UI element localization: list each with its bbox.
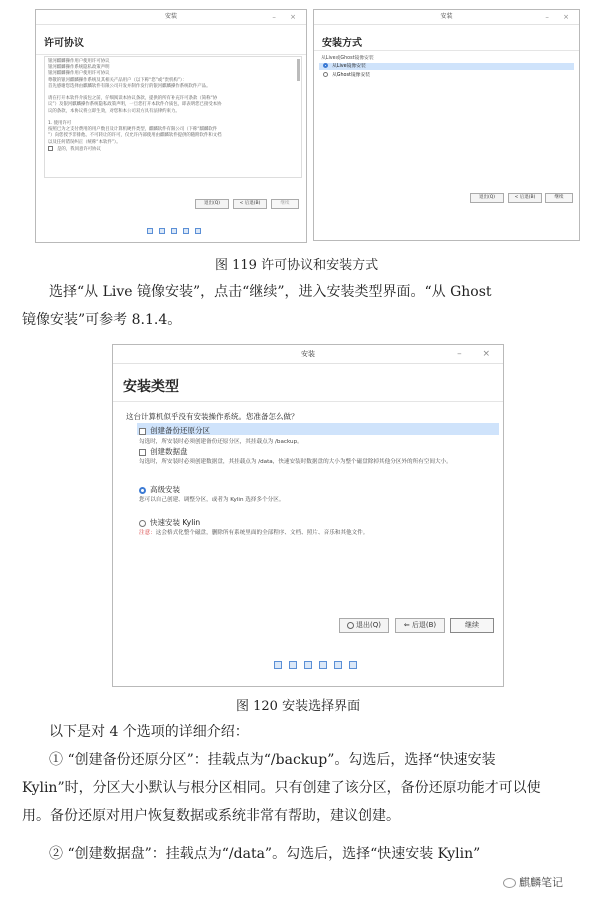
page-dot (289, 661, 297, 669)
option-ghost[interactable] (323, 72, 370, 79)
paragraph-line: 选择“从 Live 镜像安装”，点击“继续”，进入安装类型界面。“从 Ghost (49, 284, 492, 300)
license-line: 尊敬的银河麒麟操作系统及其相关产品用户（以下称“您”或“贵机构”）： (48, 77, 187, 83)
license-line: 按照已为之支付费用的用户数目及计算机硬件类型，麒麟软件有限公司（下称“麒麟软件 (48, 127, 218, 133)
paragraph-line: ② “创建数据盘”：挂载点为“/data”。勾选后，选择“快速安装 Kylin” (49, 846, 481, 862)
method-window-titlebar (314, 10, 579, 25)
license-line: 银河麒麟操作用户使用许可协议 (48, 71, 110, 77)
license-window-titlebar (36, 10, 306, 25)
radio-ghost[interactable] (323, 72, 328, 77)
data-checkbox[interactable] (139, 449, 146, 456)
option-advanced-label: 高级安装 (150, 485, 180, 494)
paragraph-line: 以下是对 4 个选项的详细介绍： (49, 724, 249, 740)
divider (314, 50, 579, 51)
quick-radio[interactable] (139, 520, 146, 527)
license-line: 银河麒麟操作系统隐私政策声明 (48, 65, 110, 71)
back-button[interactable]: < 后退(B) (508, 193, 542, 203)
divider (36, 54, 306, 55)
page-dot (183, 228, 189, 234)
page-dot (304, 661, 312, 669)
agree-checkbox-row[interactable] (48, 146, 298, 153)
option-live-label: 从Live镜像安装 (332, 64, 366, 69)
radio-live[interactable] (323, 63, 328, 68)
license-heading: 许可协议 (44, 38, 84, 49)
license-line: 请在打开本软件介质包之前，仔细阅读本协议条款，提供的所有补充许可条款（简称“协 (48, 96, 218, 102)
page-dot (159, 228, 165, 234)
license-line: 1. 使用许可 (48, 121, 72, 127)
method-window-title: 安装 (440, 13, 453, 20)
next-button[interactable]: 继续 (450, 618, 494, 633)
license-text-area[interactable] (44, 56, 302, 178)
figure-caption-120: 图 120 安装选择界面 (236, 699, 361, 714)
exit-icon (347, 622, 354, 629)
divider (113, 401, 503, 402)
exit-button[interactable]: 退出(Q) (470, 193, 504, 203)
next-button[interactable]: 继续 (271, 199, 299, 209)
exit-button[interactable] (339, 618, 389, 633)
install-type-title: 安装 (301, 350, 315, 358)
advanced-radio[interactable] (139, 487, 146, 494)
window-controls[interactable]: – × (272, 13, 302, 21)
license-line: 银河麒麟操作用户使用许可协议 (48, 59, 110, 64)
next-button[interactable]: 继续 (545, 193, 573, 203)
install-question: 这台计算机似乎没有安装操作系统。您准备怎么做？ (126, 412, 299, 421)
option-backup[interactable] (139, 425, 210, 436)
page-dot (274, 661, 282, 669)
page-indicator (147, 228, 201, 234)
option-backup-label: 创建备份还原分区 (150, 426, 210, 435)
option-live[interactable] (323, 63, 366, 70)
option-data-desc: 勾选时，所安装时必须创建数据盘，其挂载点为 /data，快速安装时数据盘的大小为整个磁盘除掉其他分区外的所有空间大小。 (139, 459, 452, 465)
agree-checkbox[interactable] (48, 146, 53, 151)
back-button[interactable]: < 后退(B) (233, 199, 267, 209)
method-window (313, 9, 580, 241)
page-dot (319, 661, 327, 669)
page-dot (349, 661, 357, 669)
option-backup-desc: 勾选时，所安装时必须创建备份还原分区，其挂载点为 /backup。 (139, 439, 303, 445)
option-quick-desc (139, 528, 368, 536)
license-line: 议”）及银河麒麟操作系统隐私政策声明，一旦您打开本软件介质包，即表明您已接受本协 (48, 102, 222, 108)
license-scrollbar[interactable] (297, 59, 300, 81)
license-line: 议的条款，本协议将立即生效，对您和本公司双方具有法律约束力。 (48, 108, 180, 114)
warning-text: 这会格式化整个磁盘，删除所有系统里面的全部程序、文档、照片、音乐和其他文件。 (155, 530, 369, 536)
license-line: 以及任何错误纠正（统称“本软件”）。 (48, 139, 121, 145)
page-indicator (274, 661, 357, 669)
back-button[interactable]: ⇐ 后退(B) (395, 618, 445, 633)
option-ghost-label: 从Ghost镜像安装 (332, 73, 371, 78)
paragraph-line: 镜像安装”可参考 8.1.4。 (22, 312, 182, 328)
exit-button[interactable]: 退出(Q) (195, 199, 229, 209)
option-advanced[interactable] (139, 484, 180, 495)
license-window-title: 安装 (164, 13, 177, 20)
watermark (503, 874, 563, 890)
install-type-window (112, 344, 504, 687)
license-line: ”）向您授予非排他、不可转让的许可，仅允许内部使用由麒麟软件提供的随附软件和文档 (48, 133, 222, 139)
license-line: 首先感谢您选择由麒麟软件有限公司开发并制作发行的银河麒麟操作系统软件产品。 (48, 83, 211, 89)
page-dot (171, 228, 177, 234)
figure-caption-119: 图 119 许可协议和安装方式 (215, 258, 379, 273)
install-type-heading: 安装类型 (123, 379, 179, 395)
watermark-text: 麒麟笔记 (519, 876, 563, 889)
option-data-label: 创建数据盘 (150, 447, 188, 456)
option-quick-label: 快速安装 Kylin (150, 518, 201, 527)
paragraph-line: ① “创建备份还原分区”：挂载点为“/backup”。勾选后，选择“快速安装 (49, 752, 496, 768)
option-quick[interactable] (139, 517, 200, 528)
method-group-label: 从Live或Ghost镜像安装 (321, 56, 374, 61)
backup-checkbox[interactable] (139, 428, 146, 435)
install-type-titlebar (113, 345, 503, 364)
page-dot (195, 228, 201, 234)
method-heading: 安装方式 (322, 38, 362, 49)
agree-label: 是的，我同意许可协议 (57, 146, 101, 152)
window-controls[interactable]: – × (457, 349, 499, 359)
wechat-icon (503, 878, 516, 888)
option-data[interactable] (139, 446, 188, 457)
exit-label: 退出(Q) (356, 621, 381, 629)
page-dot (147, 228, 153, 234)
page-dot (334, 661, 342, 669)
paragraph-line: 用。备份还原对用户恢复数据或系统非常有帮助，建议创建。 (22, 808, 400, 824)
option-advanced-desc: 您可以自己创建、调整分区，或者为 Kylin 选择多个分区。 (139, 497, 285, 503)
license-window (35, 9, 307, 243)
window-controls[interactable]: – × (545, 13, 575, 21)
paragraph-line: Kylin”时，分区大小默认与根分区相同。只有创建了该分区，备份还原功能才可以使 (22, 780, 541, 796)
warning-prefix: 注意： (139, 530, 156, 536)
